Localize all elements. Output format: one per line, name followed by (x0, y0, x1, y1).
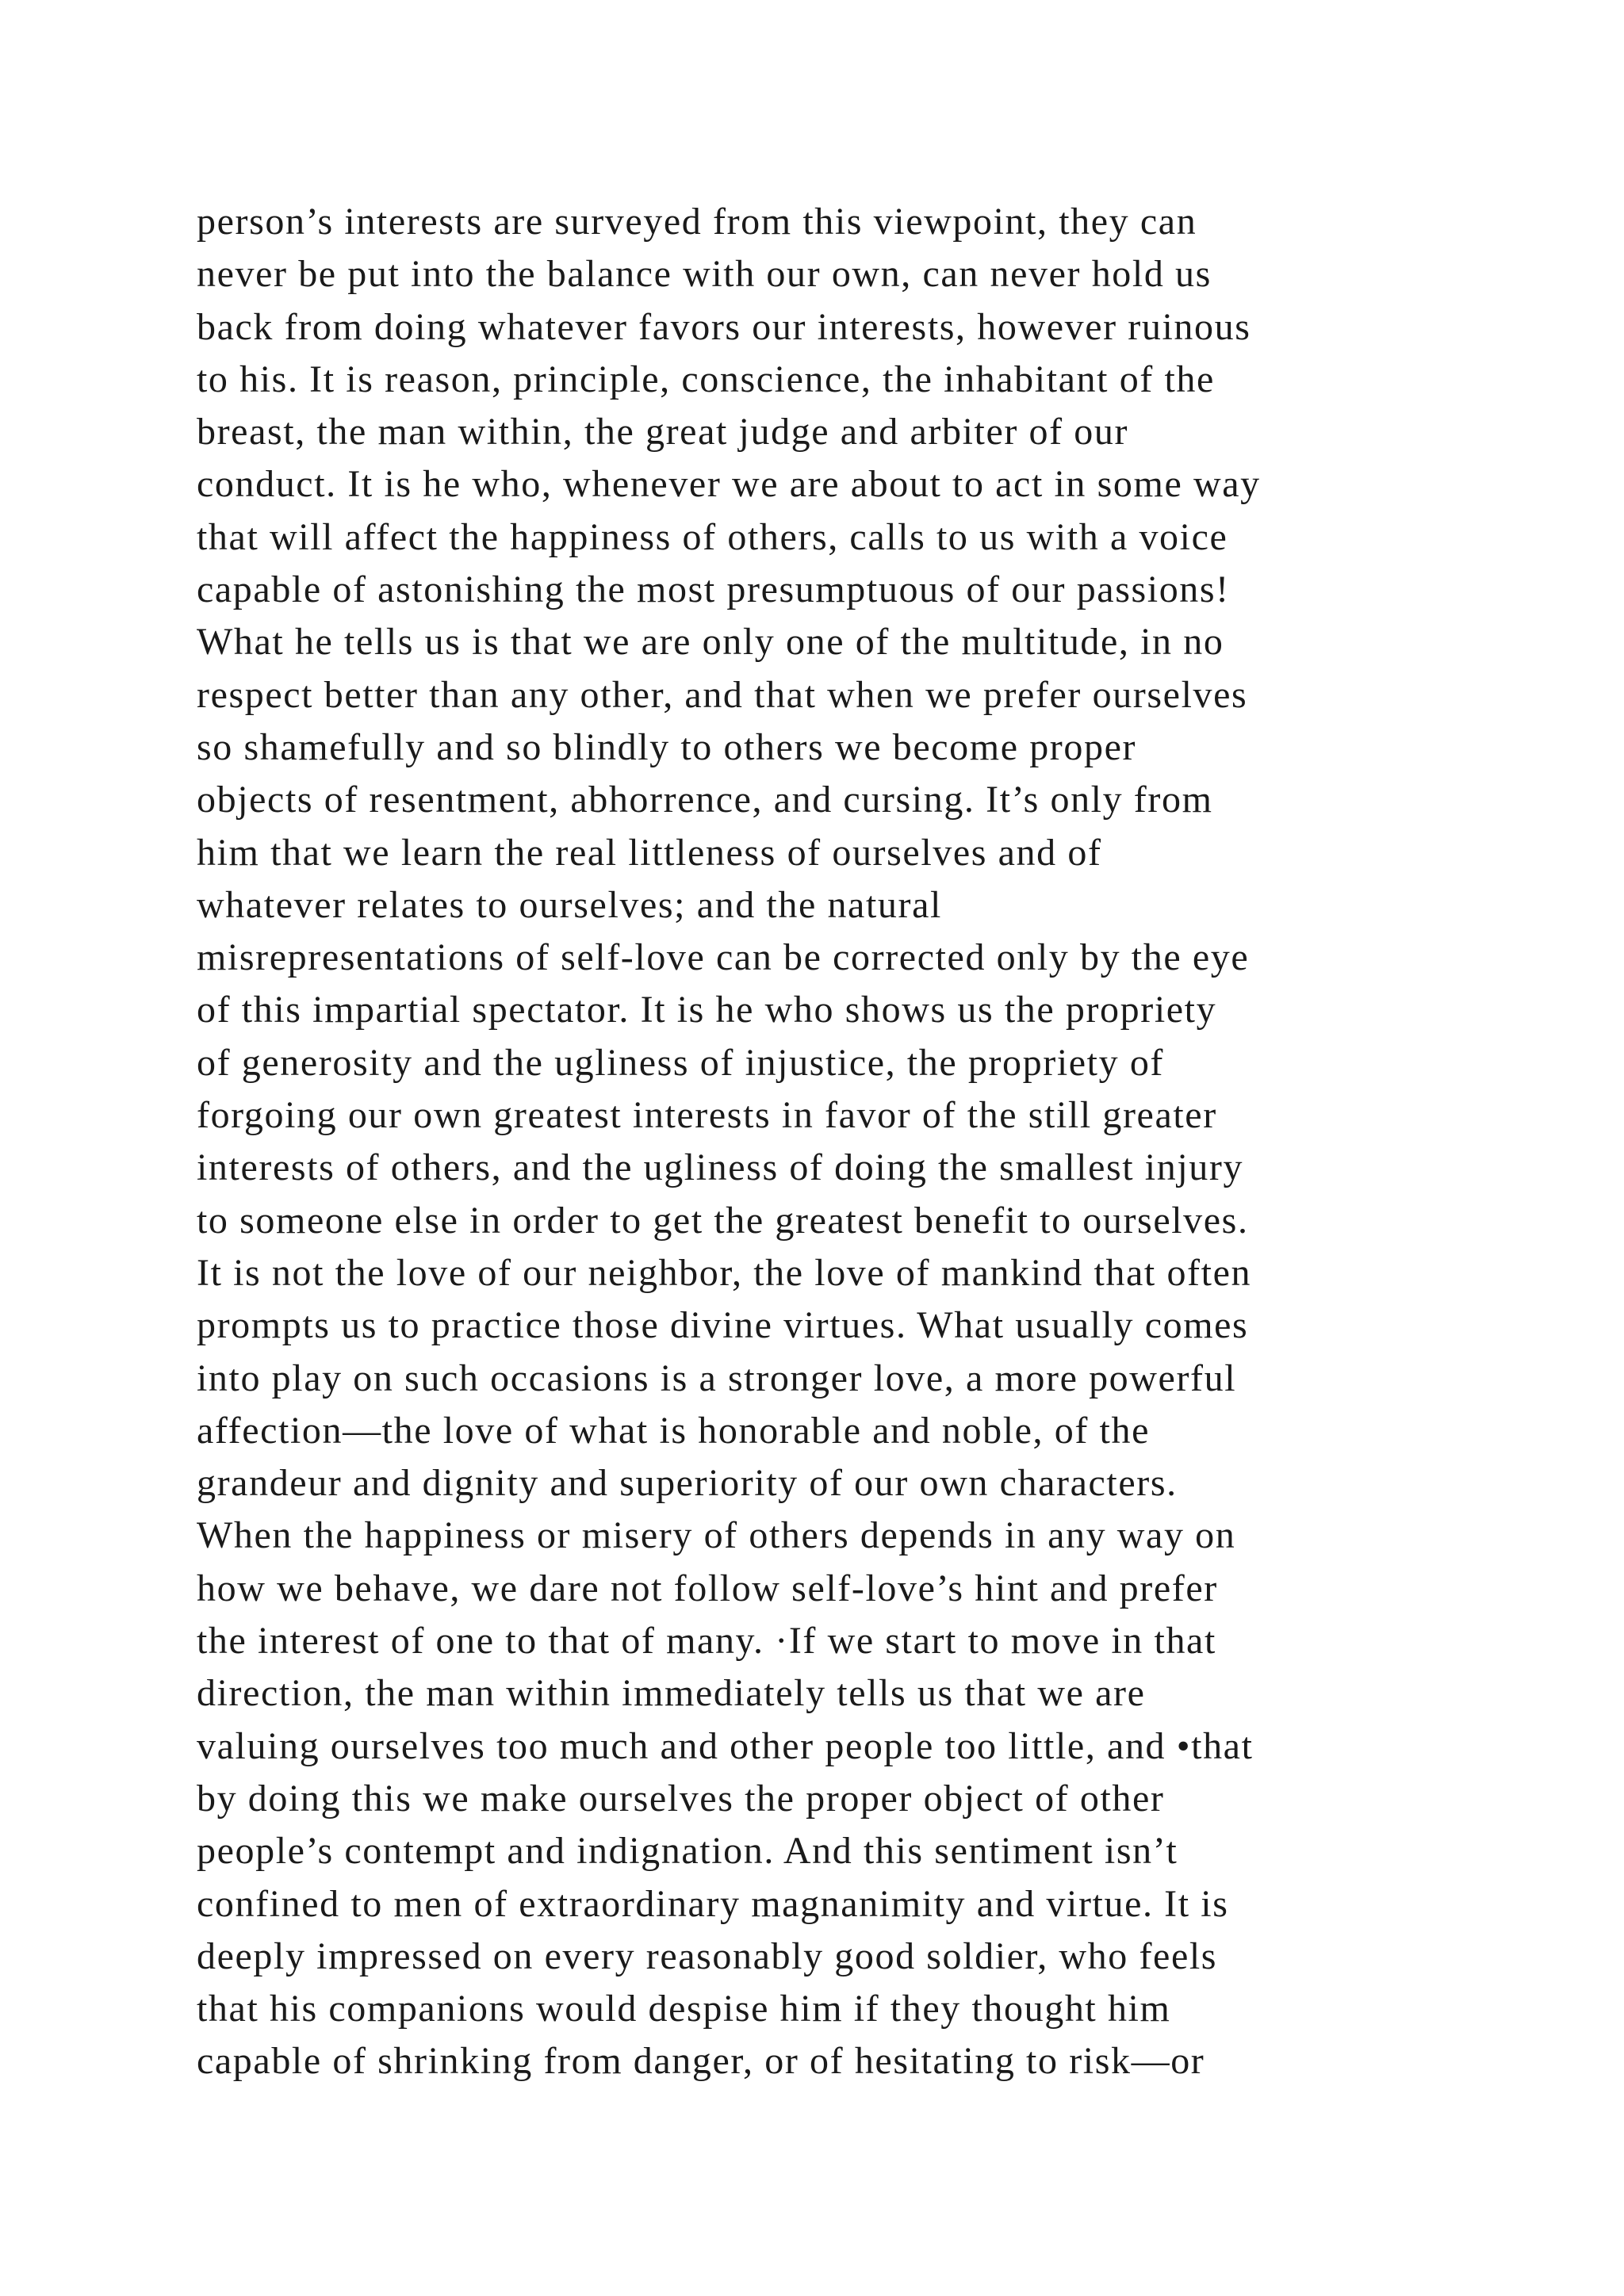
text-line-35: that his companions would despise him if they thought him (197, 1988, 1171, 2030)
text-line-13: him that we learn the real littleness of ourselves and of (197, 831, 1102, 874)
text-line-23: into play on such occasions is a stronger love, a more powerful (197, 1357, 1237, 1399)
text-line-1: person’s interests are surveyed from this viewpoint, they can (197, 201, 1197, 243)
text-line-18: forgoing our own greatest interests in favor of the still greater (197, 1094, 1217, 1137)
text-line-10: respect better than any other, and that when we prefer ourselves (197, 673, 1248, 716)
text-line-15: misrepresentations of self-love can be corrected only by the eye (197, 936, 1250, 979)
text-line-21: It is not the love of our neighbor, the love of mankind that often (197, 1251, 1252, 1294)
text-line-20: to someone else in order to get the greatest benefit to ourselves. (197, 1199, 1249, 1242)
text-line-9: What he tells us is that we are only one of the multitude, in no (197, 621, 1224, 664)
text-line-14: whatever relates to ourselves; and the natural (197, 883, 942, 926)
text-line-30: valuing ourselves too much and other people too little, and •that (197, 1724, 1254, 1767)
body-text (197, 196, 1481, 2088)
text-line-31: by doing this we make ourselves the proper object of other (197, 1777, 1165, 1820)
text-line-28: the interest of one to that of many. ·If we start to move in that (197, 1620, 1216, 1663)
text-line-6: conduct. It is he who, whenever we are about to act in some way (197, 463, 1261, 506)
text-line-29: direction, the man within immediately tells us that we are (197, 1672, 1146, 1715)
text-line-12: objects of resentment, abhorrence, and cursing. It’s only from (197, 779, 1213, 821)
text-line-34: deeply impressed on every reasonably good soldier, who feels (197, 1934, 1218, 1977)
text-line-32: people’s contempt and indignation. And this sentiment isn’t (197, 1830, 1178, 1873)
text-line-11: so shamefully and so blindly to others we become proper (197, 725, 1137, 768)
text-line-3: back from doing whatever favors our interests, however ruinous (197, 305, 1251, 348)
text-line-4: to his. It is reason, principle, conscience, the inhabitant of the (197, 358, 1215, 400)
text-line-16: of this impartial spectator. It is he who shows us the propriety (197, 989, 1217, 1031)
text-line-24: affection—the love of what is honorable and noble, of the (197, 1409, 1150, 1452)
text-line-36: capable of shrinking from danger, or of hesitating to risk—or (197, 2040, 1205, 2083)
text-line-7: that will affect the happiness of others, calls to us with a voice (197, 515, 1228, 558)
text-line-8: capable of astonishing the most presumptuous of our passions! (197, 568, 1230, 611)
text-line-22: prompts us to practice those divine virtues. What usually comes (197, 1304, 1249, 1347)
text-line-27: how we behave, we dare not follow self-love’s hint and prefer (197, 1567, 1218, 1609)
text-line-33: confined to men of extraordinary magnanimity and virtue. It is (197, 1882, 1229, 1925)
text-line-5: breast, the man within, the great judge and arbiter of our (197, 411, 1129, 453)
text-line-26: When the happiness or misery of others depends in any way on (197, 1514, 1236, 1557)
text-line-19: interests of others, and the ugliness of doing the smallest injury (197, 1146, 1244, 1189)
text-line-17: of generosity and the ugliness of injustice, the propriety of (197, 1041, 1164, 1084)
text-line-25: grandeur and dignity and superiority of our own characters. (197, 1462, 1178, 1505)
text-line-2: never be put into the balance with our own, can never hold us (197, 253, 1212, 296)
